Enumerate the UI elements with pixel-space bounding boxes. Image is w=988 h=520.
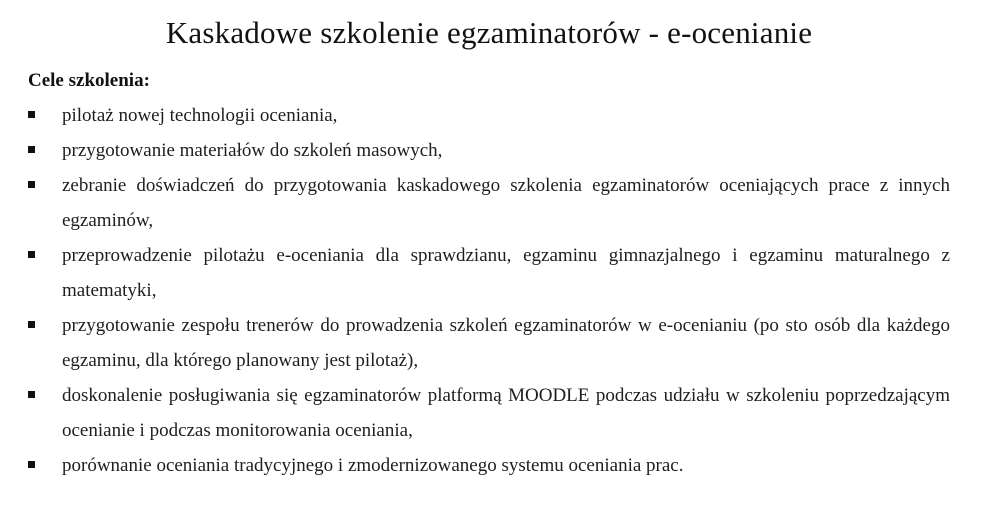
list-item-text: zebranie doświadczeń do przygotowania kaskadowego szkolenia egzaminatorów oceniających prace z innych egzaminów, (62, 175, 950, 231)
square-bullet-icon (28, 461, 35, 468)
list-item-text: pilotaż nowej technologii oceniania, (62, 105, 338, 126)
square-bullet-icon (28, 111, 35, 118)
list-item (28, 98, 950, 133)
list-item-text: przygotowanie materiałów do szkoleń masowych, (62, 140, 443, 161)
section-heading: Cele szkolenia: (28, 70, 150, 91)
square-bullet-icon (28, 391, 35, 398)
list-item (28, 238, 950, 308)
list-item (28, 133, 950, 168)
list-item (28, 378, 950, 448)
square-bullet-icon (28, 181, 35, 188)
square-bullet-icon (28, 321, 35, 328)
page-title: Kaskadowe szkolenie egzaminatorów - e-ocenianie (165, 15, 813, 50)
list-item-text: przeprowadzenie pilotażu e-oceniania dla sprawdzianu, egzaminu gimnazjalnego i egzaminu maturalnego z matematyki, (62, 245, 950, 301)
list-item-text: przygotowanie zespołu trenerów do prowadzenia szkoleń egzaminatorów w e-ocenianiu (po sto osób dla każdego egzaminu, dla którego planowany jest pilotaż), (62, 315, 950, 371)
square-bullet-icon (28, 146, 35, 153)
goals-list (28, 98, 950, 483)
list-item-text: porównanie oceniania tradycyjnego i zmodernizowanego systemu oceniania prac. (62, 455, 684, 476)
list-item (28, 168, 950, 238)
square-bullet-icon (28, 251, 35, 258)
list-item (28, 448, 950, 483)
list-item (28, 308, 950, 378)
list-item-text: doskonalenie posługiwania się egzaminatorów platformą MOODLE podczas udziału w szkoleniu poprzedzającym ocenianie i podczas monitorowania oceniania, (62, 385, 950, 441)
